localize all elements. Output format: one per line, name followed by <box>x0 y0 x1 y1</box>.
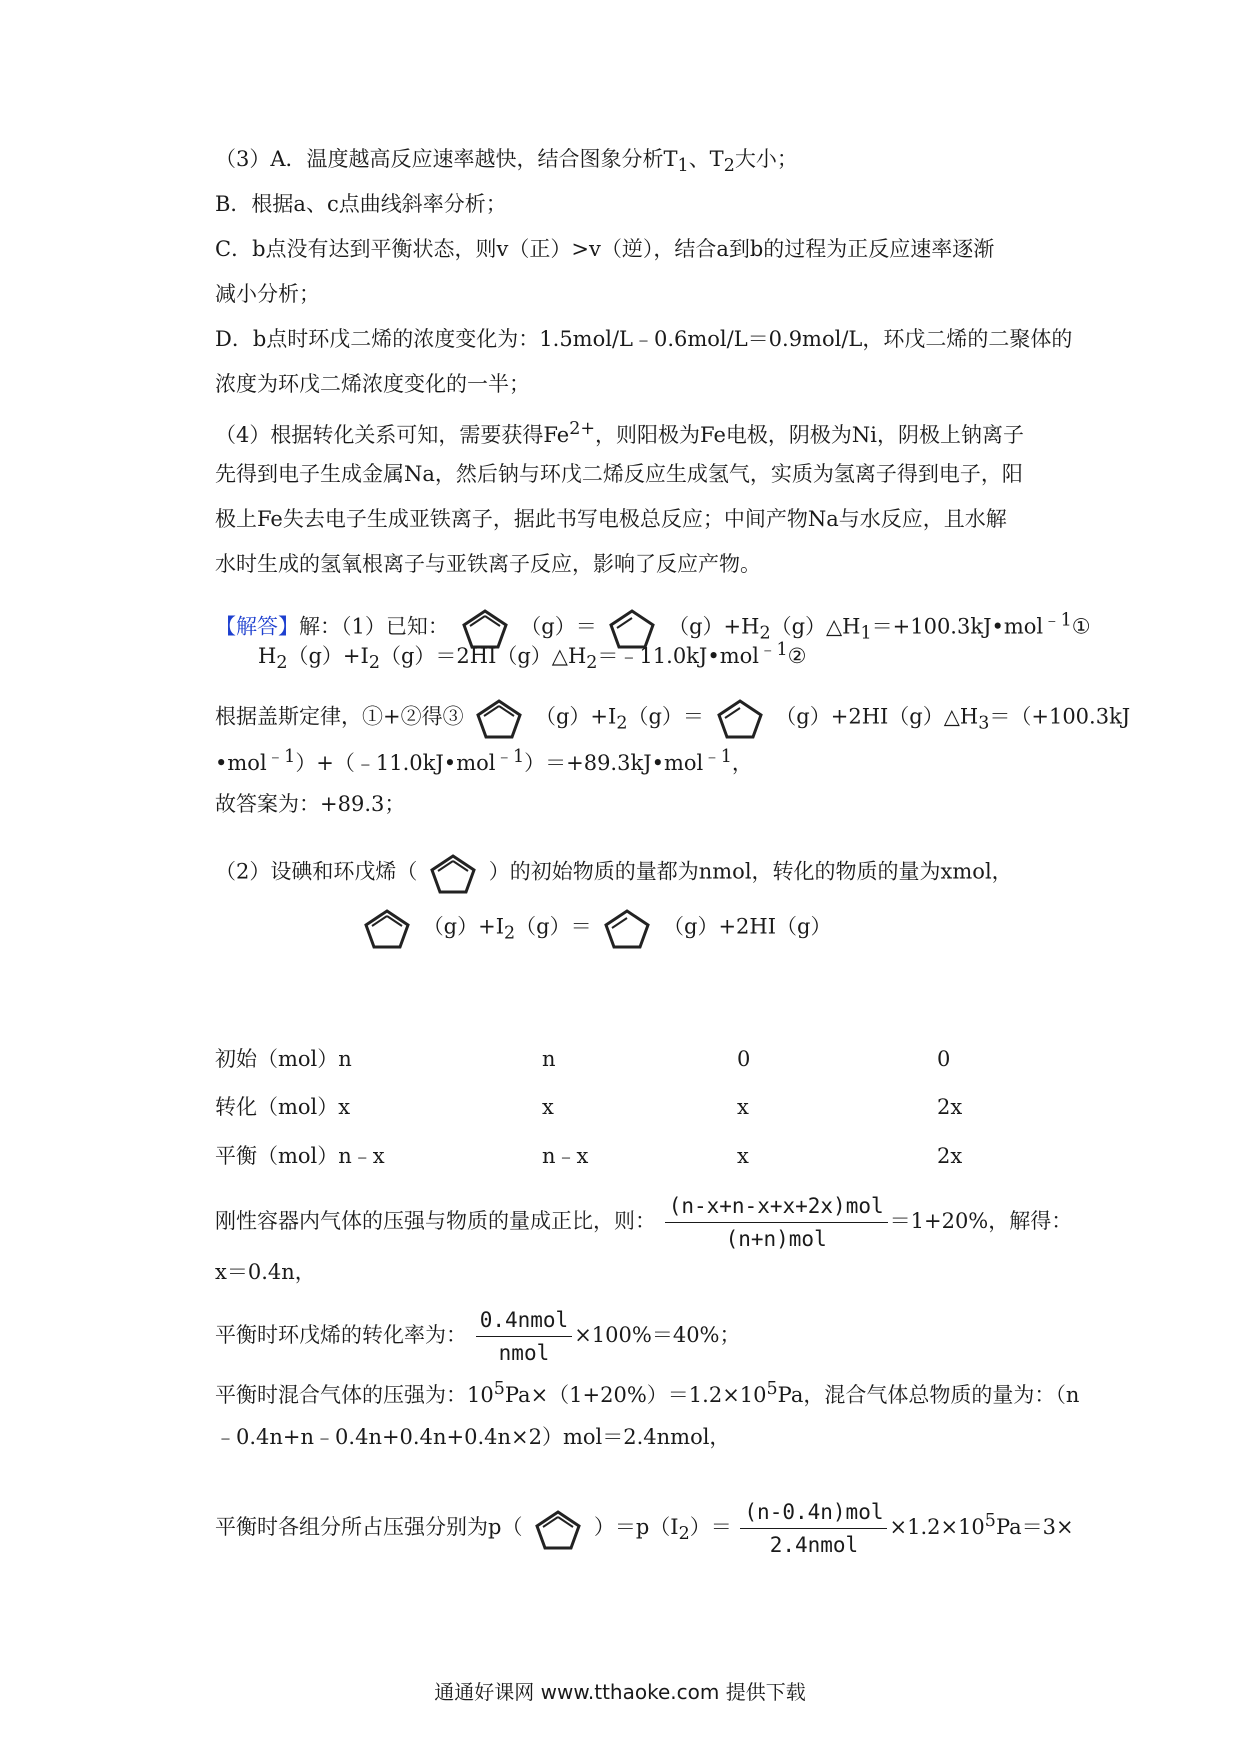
subscript: 1 <box>860 623 872 644</box>
text: 平衡时环戊烯的转化率为： <box>215 1323 467 1347</box>
answer-tag: 【解答】 <box>215 614 299 639</box>
table-cell: x <box>737 1144 749 1168</box>
text: 解：（1）已知： <box>299 614 449 639</box>
text: ﹣0.4n+n﹣0.4n+0.4n+0.4n×2）mol＝2.4nmol， <box>215 1425 731 1449</box>
table-cell: 0 <box>737 1047 751 1071</box>
table-cell: x <box>737 1095 749 1119</box>
text: 浓度为环戊二烯浓度变化的一半； <box>215 372 530 396</box>
text: ＝+100.3kJ•mol <box>871 614 1044 639</box>
cyclopentadiene-icon <box>529 1506 587 1552</box>
text: ① <box>1071 614 1091 639</box>
text: ）+（﹣11.0kJ•mol <box>295 751 496 775</box>
text-line <box>215 280 320 308</box>
subscript: 2 <box>759 623 771 644</box>
text: ② <box>787 644 807 668</box>
text: （g）＝ <box>515 914 592 939</box>
cyclopentene-icon <box>711 695 769 741</box>
text: 先得到电子生成金属Na，然后钠与环戊二烯反应生成氢气，实质为氢离子得到电子，阳 <box>215 462 1023 486</box>
text: ＝（+100.3kJ <box>989 704 1131 729</box>
calc-line <box>215 1375 1079 1409</box>
text: ，则阳极为Fe电极，阴极为Ni，阴极上钠离子 <box>595 423 1024 447</box>
subscript: 2 <box>276 653 288 674</box>
superscript: 5 <box>766 1379 778 1399</box>
fraction-numerator: (n-x+n-x+x+2x)mol <box>665 1192 888 1223</box>
text-line <box>215 415 1024 449</box>
table-cell: 平衡（mol）n﹣x <box>215 1144 385 1168</box>
fraction-denominator: nmol <box>498 1341 550 1365</box>
text: ＝﹣11.0kJ•mol <box>597 644 759 668</box>
text: ）＝p（I <box>593 1515 679 1539</box>
text: （4）根据转化关系可知，需要获得Fe <box>215 423 570 447</box>
superscript: 5 <box>493 1379 505 1399</box>
table-cell: 转化（mol）x <box>215 1095 351 1119</box>
text: 、T <box>688 147 724 171</box>
table-cell: n﹣x <box>542 1144 589 1168</box>
text-line <box>215 145 798 180</box>
text: H <box>258 644 277 668</box>
table-cell: x <box>542 1095 554 1119</box>
cyclopentene-icon <box>598 905 656 951</box>
text-line <box>215 325 1072 353</box>
text: （2）设碘和环戊烯（ <box>215 859 418 884</box>
text: ）＝+89.3kJ•mol <box>524 751 704 775</box>
text: Pa，混合气体总物质的量为：（n <box>777 1383 1080 1407</box>
subscript: 2 <box>678 1524 690 1545</box>
fraction-numerator: (n-0.4n)mol <box>740 1498 887 1529</box>
cyclopentadiene-icon <box>470 695 528 741</box>
text: （g）△H <box>770 614 861 639</box>
text-line <box>215 235 994 263</box>
fraction-denominator: 2.4nmol <box>769 1533 859 1557</box>
subscript: 2 <box>504 923 516 944</box>
table-cell: 2x <box>937 1095 963 1119</box>
superscript: ﹣1 <box>758 640 788 660</box>
text: ）的初始物质的量都为nmol，转化的物质的量为xmol， <box>488 859 1013 884</box>
text: ×1.2×10 <box>889 1515 985 1539</box>
text: ）＝ <box>689 1515 732 1539</box>
text: 平衡时各组分所占压强分别为p（ <box>215 1515 523 1539</box>
text-line <box>215 505 1007 533</box>
text: （3）A．温度越高反应速率越快，结合图象分析T <box>215 147 678 171</box>
calc-line <box>215 1498 1074 1559</box>
page-footer: 通通好课网 www.tthaoke.com 提供下载 <box>434 1680 806 1704</box>
text: •mol <box>215 751 267 775</box>
text: 大小； <box>734 147 798 171</box>
answer-line <box>215 743 753 777</box>
text: （g）＝ <box>520 614 597 639</box>
table-cell: 0 <box>937 1047 951 1071</box>
superscript: ﹣1 <box>495 747 525 767</box>
superscript: 2+ <box>569 419 596 439</box>
text: 故答案为：+89.3； <box>215 792 406 816</box>
superscript: ﹣1 <box>703 747 732 767</box>
answer-line <box>215 850 1013 896</box>
text-line <box>215 550 761 578</box>
text-line <box>215 460 1023 488</box>
text: （g）＝2HI（g）△H <box>379 644 587 668</box>
answer-line <box>258 636 806 677</box>
text-line <box>215 370 530 398</box>
text: Pa×（1+20%）＝1.2×10 <box>504 1383 767 1407</box>
text: （g）+I <box>287 644 369 668</box>
fraction <box>665 1192 888 1253</box>
cyclopentadiene-icon <box>358 905 416 951</box>
text: x＝0.4n， <box>215 1260 316 1284</box>
cyclopentadiene-icon <box>424 850 482 896</box>
superscript: 5 <box>984 1511 996 1531</box>
text: ＝1+20%，解得： <box>889 1209 1073 1233</box>
table-cell: 初始（mol）n <box>215 1047 352 1071</box>
text: 水时生成的氢氧根离子与亚铁离子反应，影响了反应产物。 <box>215 552 761 576</box>
text: （g）+I <box>534 704 617 729</box>
subscript: 3 <box>978 713 990 734</box>
subscript: 2 <box>616 713 628 734</box>
text: B．根据a、c点曲线斜率分析； <box>215 192 507 216</box>
table-cell: n <box>542 1047 556 1071</box>
text: 刚性容器内气体的压强与物质的量成正比，则： <box>215 1209 656 1233</box>
text: D．b点时环戊二烯的浓度变化为：1.5mol/L﹣0.6mol/L＝0.9mol/L，环戊二烯的二聚体的 <box>215 327 1073 351</box>
calc-line <box>215 1258 316 1286</box>
text-line <box>215 190 507 218</box>
answer-line <box>215 695 1130 741</box>
answer-line <box>215 790 405 818</box>
superscript: ﹣1 <box>1043 610 1072 631</box>
fraction <box>476 1306 573 1367</box>
subscript: 2 <box>723 156 735 177</box>
text: （g）+I <box>422 914 505 939</box>
text: （g）+2HI（g）△H <box>775 704 979 729</box>
superscript: ﹣1 <box>266 747 296 767</box>
subscript: 1 <box>677 156 689 177</box>
fraction <box>740 1498 887 1559</box>
text: ×100%＝40%； <box>574 1323 741 1347</box>
text: （g）＝ <box>627 704 704 729</box>
calc-line <box>215 1306 741 1367</box>
text: （g）+2HI（g） <box>663 914 832 939</box>
fraction-numerator: 0.4nmol <box>476 1306 573 1337</box>
text: 极上Fe失去电子生成亚铁离子，据此书写电极总反应；中间产物Na与水反应，且水解 <box>215 507 1007 531</box>
equation-line <box>358 905 831 951</box>
table-cell: 2x <box>937 1144 963 1168</box>
text: C．b点没有达到平衡状态，则v（正）>v（逆），结合a到b的过程为正反应速率逐渐 <box>215 237 995 261</box>
calc-line <box>215 1423 730 1451</box>
calc-line <box>215 1192 1072 1253</box>
text: 根据盖斯定律，①+②得③ <box>215 704 464 729</box>
subscript: 2 <box>586 653 598 674</box>
text: 平衡时混合气体的压强为：10 <box>215 1383 494 1407</box>
text: Pa＝3× <box>995 1515 1074 1539</box>
text: 减小分析； <box>215 282 320 306</box>
text: ， <box>731 751 753 775</box>
fraction-denominator: (n+n)mol <box>725 1227 827 1251</box>
text: （g）+H <box>668 614 760 639</box>
subscript: 2 <box>368 653 380 674</box>
